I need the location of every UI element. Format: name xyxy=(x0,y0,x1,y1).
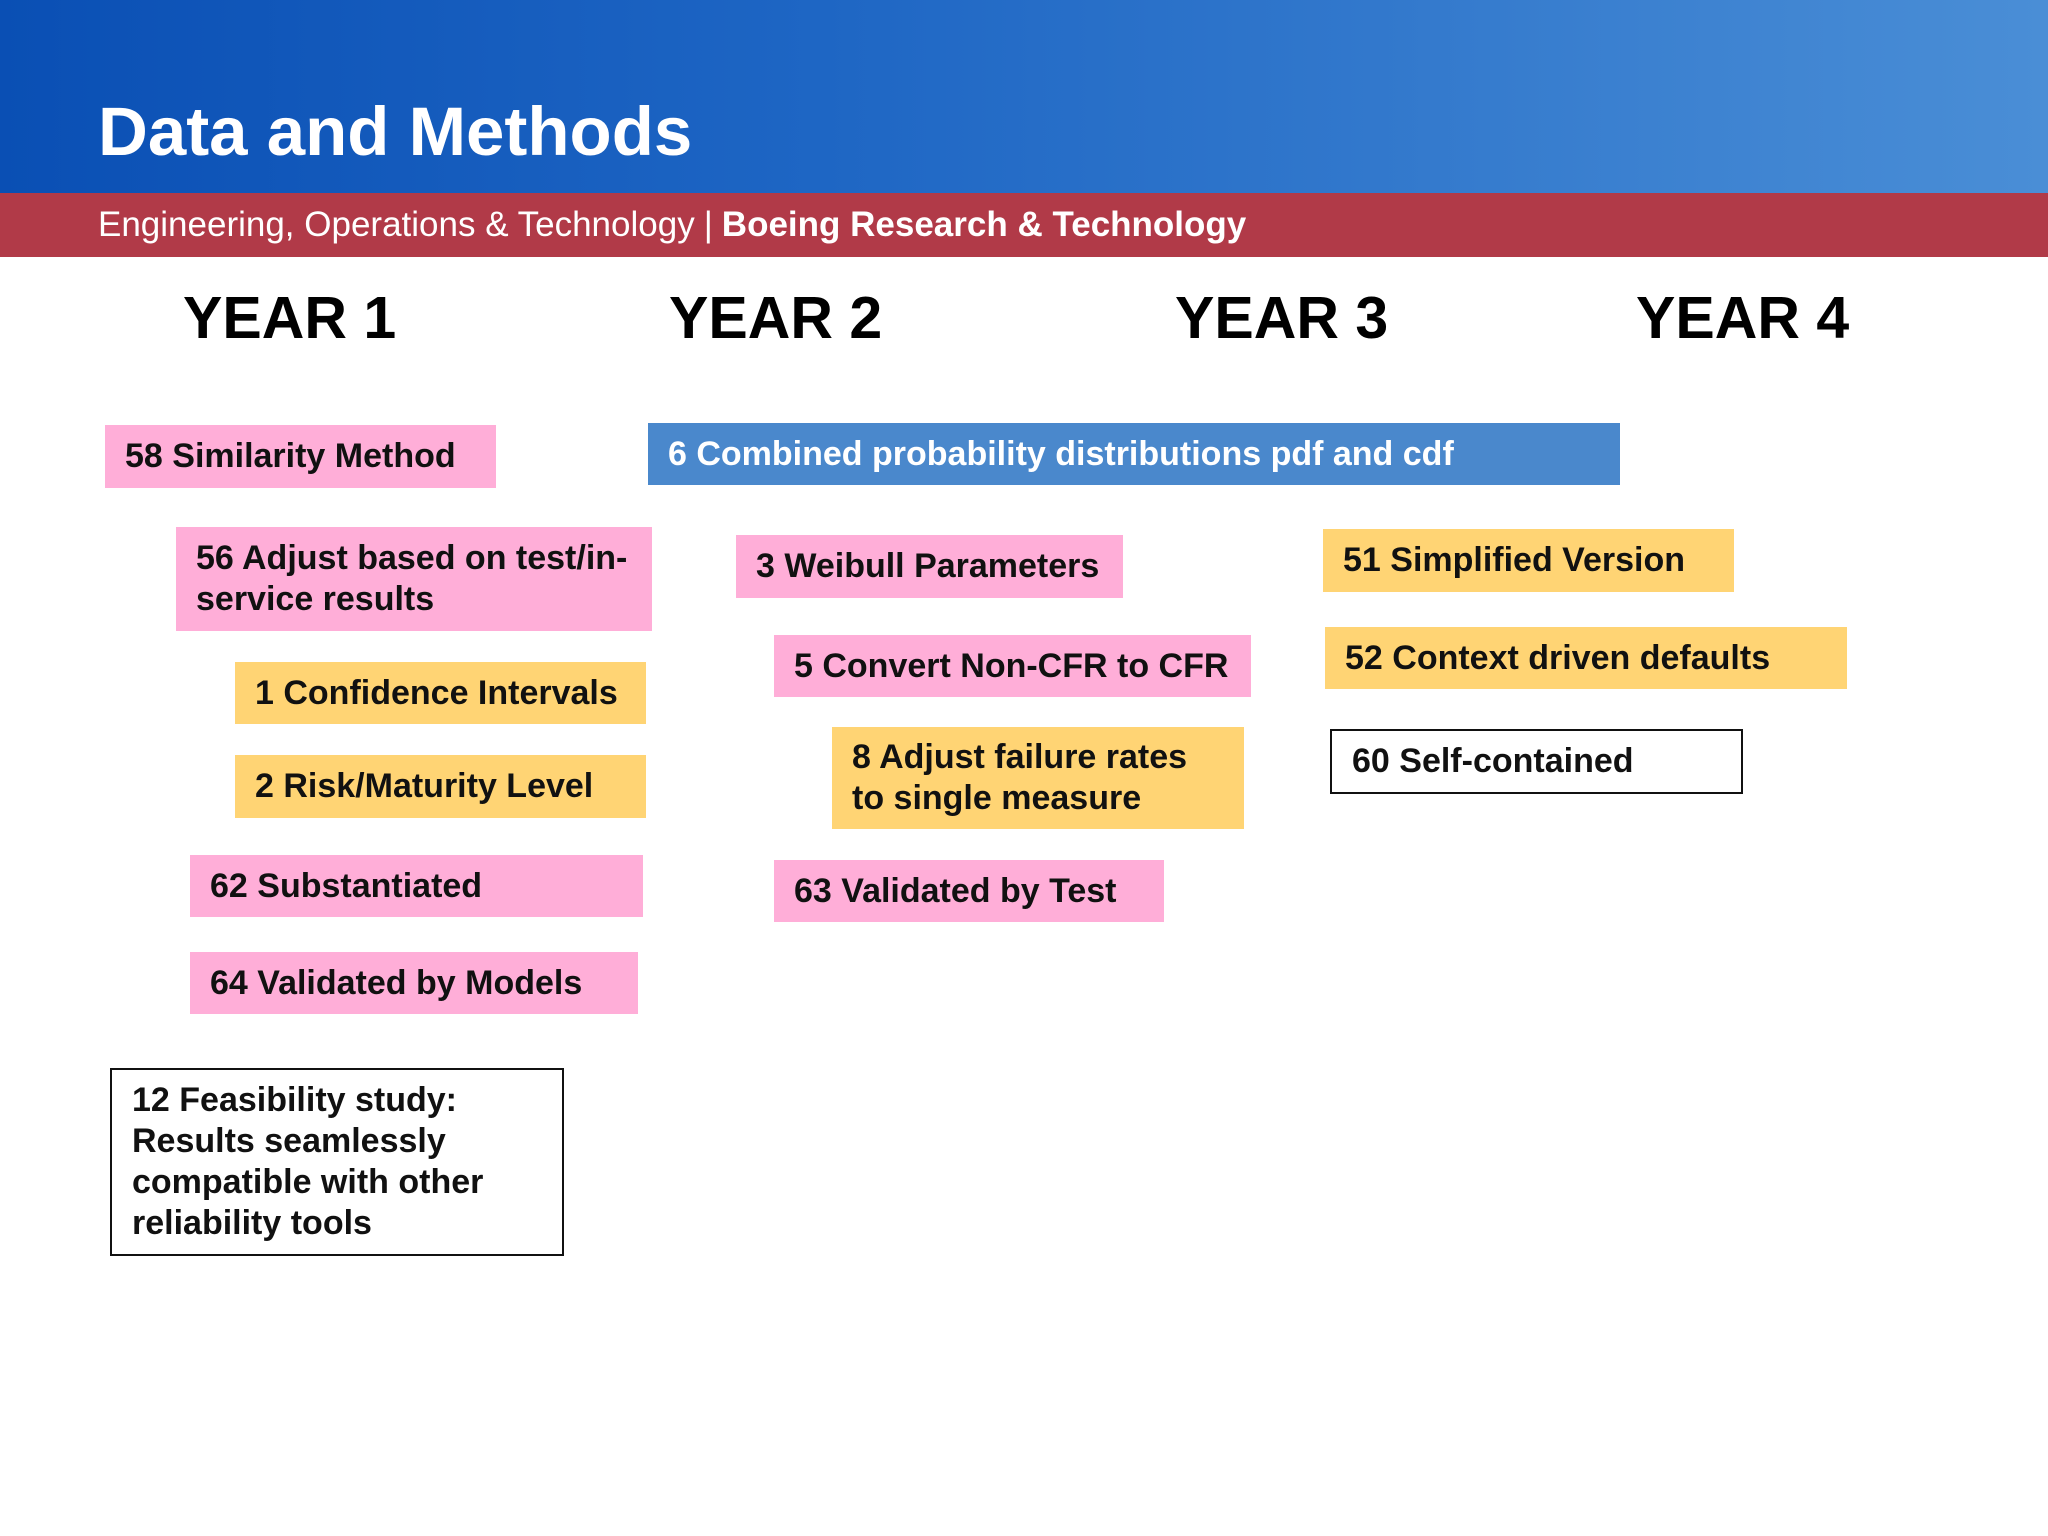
item-context-defaults: 52 Context driven defaults xyxy=(1325,627,1847,689)
slide-header xyxy=(0,0,2048,193)
subtitle-org: Engineering, Operations & Technology xyxy=(98,205,695,244)
item-combined-distributions: 6 Combined probability distributions pdf and cdf xyxy=(648,423,1620,485)
item-substantiated: 62 Substantiated xyxy=(190,855,643,917)
year-1-heading: YEAR 1 xyxy=(183,285,397,351)
slide-title: Data and Methods xyxy=(98,93,693,170)
item-risk-maturity: 2 Risk/Maturity Level xyxy=(235,755,646,818)
item-validated-test: 63 Validated by Test xyxy=(774,860,1164,922)
item-adjust-test-results: 56 Adjust based on test/in-service results xyxy=(176,527,652,631)
year-2-heading: YEAR 2 xyxy=(669,285,883,351)
year-3-heading: YEAR 3 xyxy=(1175,285,1389,351)
item-validated-models: 64 Validated by Models xyxy=(190,952,638,1014)
subtitle-bar xyxy=(0,193,2048,257)
item-confidence-intervals: 1 Confidence Intervals xyxy=(235,662,646,724)
item-feasibility-study: 12 Feasibility study: Results seamlessly compatible with other reliability tools xyxy=(110,1068,564,1256)
subtitle-text xyxy=(98,193,1246,257)
item-self-contained: 60 Self-contained xyxy=(1330,729,1743,794)
subtitle-unit: Boeing Research & Technology xyxy=(721,205,1247,244)
item-similarity-method: 58 Similarity Method xyxy=(105,425,496,488)
subtitle-separator: | xyxy=(703,205,713,244)
item-adjust-failure-rates: 8 Adjust failure rates to single measure xyxy=(832,727,1244,829)
item-weibull-parameters: 3 Weibull Parameters xyxy=(736,535,1123,598)
item-simplified-version: 51 Simplified Version xyxy=(1323,529,1734,592)
item-convert-cfr: 5 Convert Non-CFR to CFR xyxy=(774,635,1251,697)
year-4-heading: YEAR 4 xyxy=(1636,285,1850,351)
